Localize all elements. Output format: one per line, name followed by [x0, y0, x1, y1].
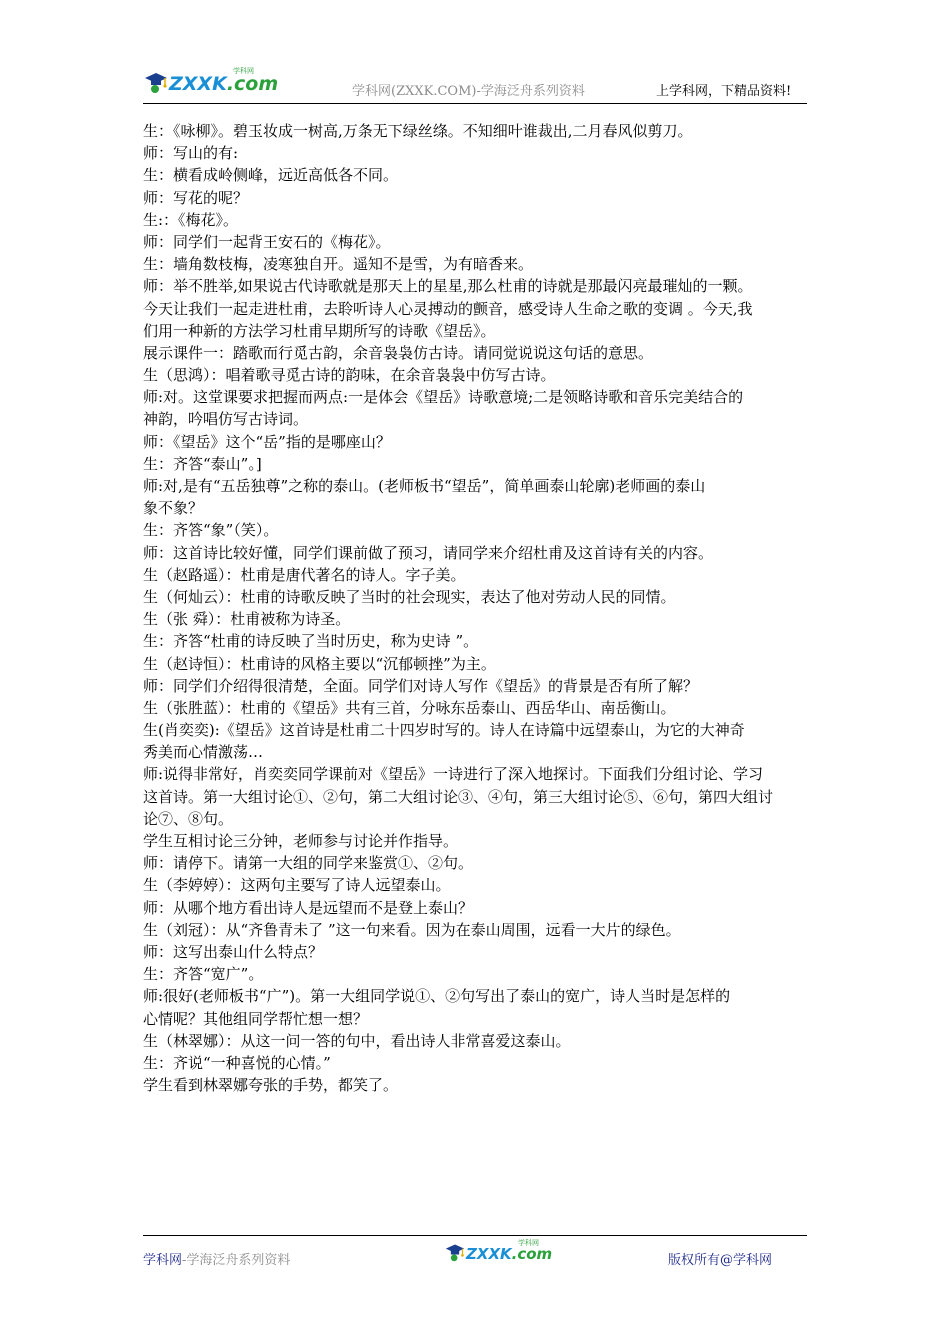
text-line: 秀美而心情激荡…	[143, 743, 264, 762]
text-line: 师：举不胜举,如果说古代诗歌就是那天上的星星,那么杜甫的诗就是那最闪亮最璀灿的一颗。	[143, 277, 753, 296]
text-line: 师：同学们一起背王安石的《梅花》。	[143, 232, 391, 251]
footer-logo-wordmark: ZXXK.com	[466, 1245, 553, 1263]
text-line: 生：齐答“杜甫的诗反映了当时历史，称为史诗 ”。	[143, 632, 479, 651]
text-line: 师：《望岳》这个“岳”指的是哪座山？	[143, 432, 391, 451]
text-line: 象不象？	[143, 499, 204, 518]
zxxk-logo[interactable]	[143, 67, 279, 98]
footer-logo-tag: 学科网	[518, 1239, 539, 1247]
text-line: 这首诗。第一大组讨论①、②句，第二大组讨论③、④句，第三大组讨论⑤、⑥句，第四大组讨	[143, 787, 774, 806]
text-line: 生（思鸿）：唱着歌寻觅古诗的韵味，在余音袅袅中仿写古诗。	[143, 366, 556, 385]
text-line: 生：横看成岭侧峰，远近高低各不同。	[143, 166, 399, 185]
footer-source	[143, 1249, 290, 1268]
text-line: 神韵，吟唱仿写古诗词。	[143, 410, 309, 429]
text-line: 师:对,是有“五岳独尊”之称的泰山。(老师板书“望岳”，简单画泰山轮廓)老师画的泰山	[143, 477, 706, 495]
text-line: 师：同学们介绍得很清楚，全面。同学们对诗人写作《望岳》的背景是否有所了解？	[143, 676, 699, 695]
text-line: 学生互相讨论三分钟，老师参与讨论并作指导。	[143, 832, 459, 850]
text-line: 师:说得非常好，肖奕奕同学课前对《望岳》一诗进行了深入地探讨。下面我们分组讨论、学习	[143, 765, 764, 784]
text-line: 师:很好(老师板书“广”)。第一大组同学说①、②句写出了泰山的宽广，诗人当时是怎样的	[143, 987, 731, 1006]
text-line: 学生看到林翠娜夸张的手势，都笑了。	[143, 1076, 399, 1095]
text-line: 生（林翠娜）：从这一问一答的句中，看出诗人非常喜爱这泰山。	[143, 1031, 571, 1050]
text-line: 师：写花的呢？	[143, 188, 249, 207]
footer-source-series: -学海泛舟系列资料	[182, 1253, 291, 1268]
text-line: 生（刘冠）：从“齐鲁青未了 ”这一句来看。因为在泰山周围，远看一大片的绿色。	[143, 920, 681, 939]
footer-copyright: 版权所有@学科网	[668, 1253, 773, 1268]
text-line: 师:对。这堂课要求把握而两点:一是体会《望岳》诗歌意境;二是领略诗歌和音乐完美结合的	[143, 388, 744, 407]
text-line: 生:：《梅花》。	[143, 210, 239, 229]
footer-source-site: 学科网	[143, 1253, 183, 1268]
text-line: 师：从哪个地方看出诗人是远望而不是登上泰山？	[143, 898, 474, 917]
page-header	[0, 0, 950, 110]
graduation-cap-icon	[444, 1242, 466, 1266]
text-line: 生（张胜蓝）：杜甫的《望岳》共有三首，分咏东岳泰山、西岳华山、南岳衡山。	[143, 698, 676, 717]
text-line: 生（赵路遥）：杜甫是唐代著名的诗人。字子美。	[143, 565, 466, 584]
header-series-title: 学科网(ZXXK.COM)-学海泛舟系列资料	[352, 84, 585, 99]
logo-wordmark: ZXXK.com	[169, 73, 279, 95]
text-line: 展示课件一：踏歌而行觅古韵，余音袅袅仿古诗。请同觉说说这句话的意思。	[143, 343, 654, 362]
text-line: 生：《咏柳》。碧玉妆成一树高,万条无下绿丝绦。不知细叶谁裁出,二月春风似剪刀。	[143, 122, 693, 140]
text-line: 生（李婷婷）：这两句主要写了诗人远望泰山。	[143, 876, 451, 895]
text-line: 生：齐说“一种喜悦的心情。”	[143, 1053, 331, 1072]
text-line: 论⑦、⑧句。	[143, 809, 234, 828]
text-line: 生（张 舜）：杜甫被称为诗圣。	[143, 610, 351, 629]
text-line: 师：写山的有:	[143, 144, 239, 163]
text-line: 们用一种新的方法学习杜甫早期所写的诗歌《望岳》。	[143, 321, 496, 340]
text-line: 生：齐答“象”（笑）。	[143, 521, 279, 540]
footer-zxxk-logo[interactable]	[444, 1239, 553, 1266]
text-line: 心情呢？其他组同学帮忙想一想？	[143, 1009, 369, 1028]
graduation-cap-icon	[143, 70, 169, 98]
logo-tag: 学科网	[233, 67, 254, 75]
text-line: 生（何灿云）：杜甫的诗歌反映了当时的社会现实，表达了他对劳动人民的同情。	[143, 587, 676, 606]
text-line: 生：齐答“宽广”。	[143, 965, 264, 984]
text-line: 师：这写出泰山什么特点？	[143, 942, 324, 961]
text-line: 生：齐答“泰山”。]	[143, 454, 262, 473]
text-line: 生（赵诗恒）：杜甫诗的风格主要以“沉郁顿挫”为主。	[143, 654, 496, 673]
text-line: 生(肖奕奕):《望岳》这首诗是杜甫二十四岁时写的。诗人在诗篇中远望泰山，为它的大神奇	[143, 721, 745, 740]
text-line: 师：这首诗比较好懂，同学们课前做了预习，请同学来介绍杜甫及这首诗有关的内容。	[143, 543, 714, 562]
text-line: 今天让我们一起走进杜甫，去聆听诗人心灵搏动的颤音，感受诗人生命之歌的变调 。今天,我	[143, 299, 753, 318]
text-line: 师：请停下。请第一大组的同学来鉴赏①、②句。	[143, 854, 474, 873]
text-line: 生：墙角数枝梅，凌寒独自开。遥知不是雪，为有暗香来。	[143, 255, 534, 274]
header-slogan: 上学科网，下精品资料!	[656, 84, 792, 99]
footer-divider	[143, 1235, 807, 1236]
header-divider	[143, 103, 807, 104]
document-body	[143, 120, 809, 1096]
